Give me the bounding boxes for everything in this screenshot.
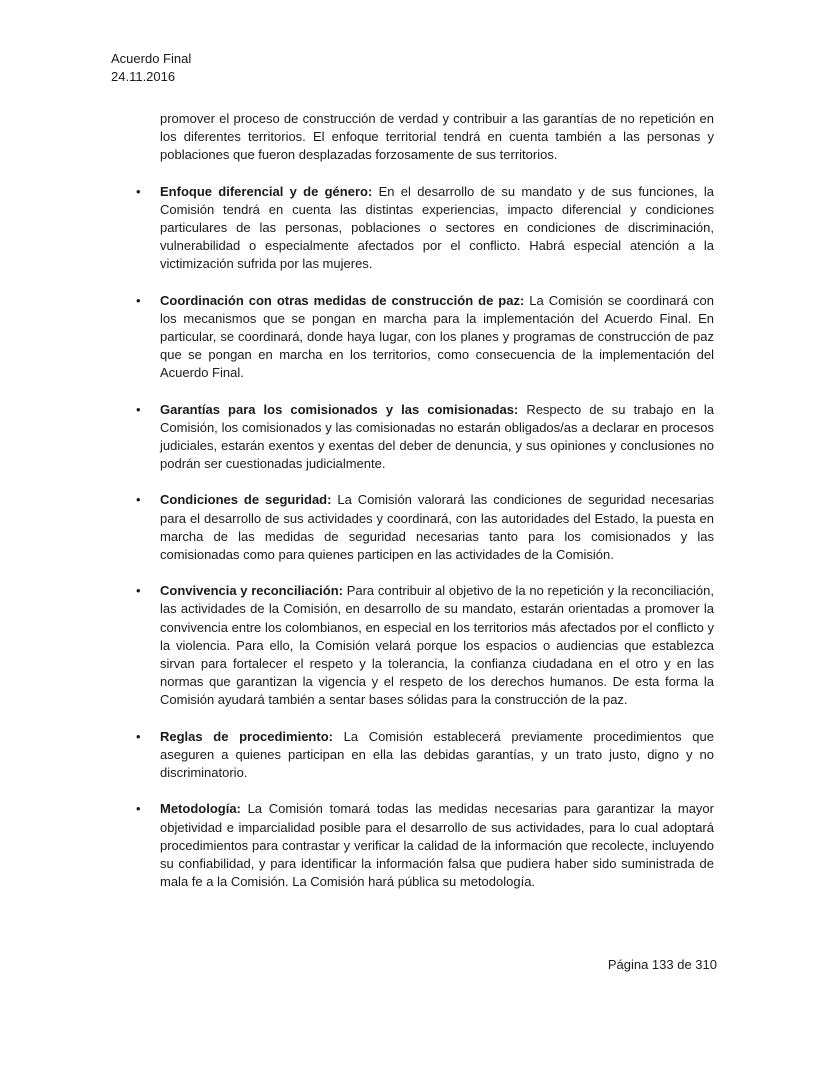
list-item-body: La Comisión valorará las condiciones de seguridad necesarias para el desarrollo de sus actividades y coordinará, con las autoridades del Estado, la puesta en marcha de las medidas de seguridad necesarias tanto para los comisionados y las comisionadas como para quienes participen en las actividades de la Comisión. xyxy=(160,492,715,563)
list-item-body: Para contribuir al objetivo de la no repetición y la reconciliación, las actividades de la Comisión, en desarrollo de su mandato, estarán orientadas a promover la convivencia entre los colombianos, en especial en los territorios más afectados por el conflicto y la violencia. Para ello, la Comisión velará porque los espacios o audiencias que establezca sirvan para fortalecer el respeto y la tolerancia, la confianza ciudadana en el otro y en las normas que garantizan la vigencia y el respeto de los derechos humanos. De esta forma la Comisión ayudará también a sentar bases sólidas para la construcción de la paz. xyxy=(160,583,714,708)
list-item-body: En el desarrollo de su mandato y de sus funciones, la Comisión tendrá en cuenta las distintas experiencias, impacto diferencial y condiciones particulares de las personas, poblaciones o sectores en condiciones de discriminación, vulnerabilidad o especialmente afectados por el conflicto. Habrá especial atención a la victimización sufrida por las mujeres. xyxy=(160,183,714,272)
list-item-title: Garantías para los comisionados y las comisionadas: xyxy=(160,401,519,417)
list-item-title: Metodología: xyxy=(160,801,241,817)
bullet-icon: • xyxy=(136,401,141,417)
bullet-icon: • xyxy=(136,183,141,199)
document-body xyxy=(136,110,715,891)
list-item-text xyxy=(160,183,714,274)
list-item-body: La Comisión se coordinará con los mecanismos que se pongan en marcha para la implementación del Acuerdo Final. En particular, se coordinará, donde haya lugar, con los planes y programas de construcción de paz que se pongan en marcha en los territorios, como consecuencia de la implementación del Acuerdo Final. xyxy=(160,292,714,381)
list-item-text xyxy=(160,800,714,891)
list-item xyxy=(136,183,714,274)
intro-paragraph: promover el proceso de construcción de verdad y contribuir a las garantías de no repetición en los diferentes territorios. El enfoque territorial tendrá en cuenta también a las personas y poblaciones que fueron desplazadas forzosamente de sus territorios. xyxy=(160,111,714,163)
list-item-title: Condiciones de seguridad: xyxy=(160,492,332,508)
list-item-title: Coordinación con otras medidas de construcción de paz: xyxy=(160,292,525,308)
list-item-text xyxy=(160,292,714,383)
list-item xyxy=(136,728,714,783)
list-item-title: Reglas de procedimiento: xyxy=(160,728,333,744)
list-item xyxy=(136,491,715,564)
bullet-icon: • xyxy=(136,583,141,599)
bullet-icon: • xyxy=(136,801,141,817)
bullet-icon: • xyxy=(136,292,141,308)
document-title: Acuerdo Final xyxy=(111,51,192,66)
list-item-body: La Comisión tomará todas las medidas necesarias para garantizar la mayor objetividad e imparcialidad posible para el desarrollo de sus actividades, para lo cual adoptará procedimientos para contrastar y verificar la calidad de la información que recolecte, incluyendo su confiabilidad, y para identificar la información falsa que pudiera haber sido suministrada de mala fe a la Comisión. La Comisión hará pública su metodología. xyxy=(160,801,714,890)
bullet-icon: • xyxy=(136,728,141,744)
list-item xyxy=(136,582,714,709)
page-number: Página 133 de 310 xyxy=(607,957,717,972)
list-item-text xyxy=(160,491,714,564)
list-item-body: La Comisión establecerá previamente procedimientos que aseguren a quienes participan en ella las debidas garantías, y un trato justo, digno y no discriminatorio. xyxy=(160,728,714,781)
list-item xyxy=(136,401,715,474)
bullet-list xyxy=(136,183,715,892)
list-item-text xyxy=(160,728,714,783)
list-item xyxy=(136,292,714,383)
list-item-text xyxy=(160,401,714,474)
list-item-title: Convivencia y reconciliación: xyxy=(160,583,343,599)
list-item xyxy=(136,800,714,891)
bullet-icon: • xyxy=(136,492,141,508)
list-item-text xyxy=(160,582,714,709)
list-item-title: Enfoque diferencial y de género: xyxy=(160,183,373,199)
document-header xyxy=(111,50,191,86)
document-date: 24.11.2016 xyxy=(111,69,176,84)
list-item-body: Respecto de su trabajo en la Comisión, los comisionados y las comisionadas no estarán obligados/as a declarar en procesos judiciales, estarán exentos y exentas del deber de denuncia, y sus opiniones y conclusiones no podrán ser cuestionadas judicialmente. xyxy=(160,401,715,472)
